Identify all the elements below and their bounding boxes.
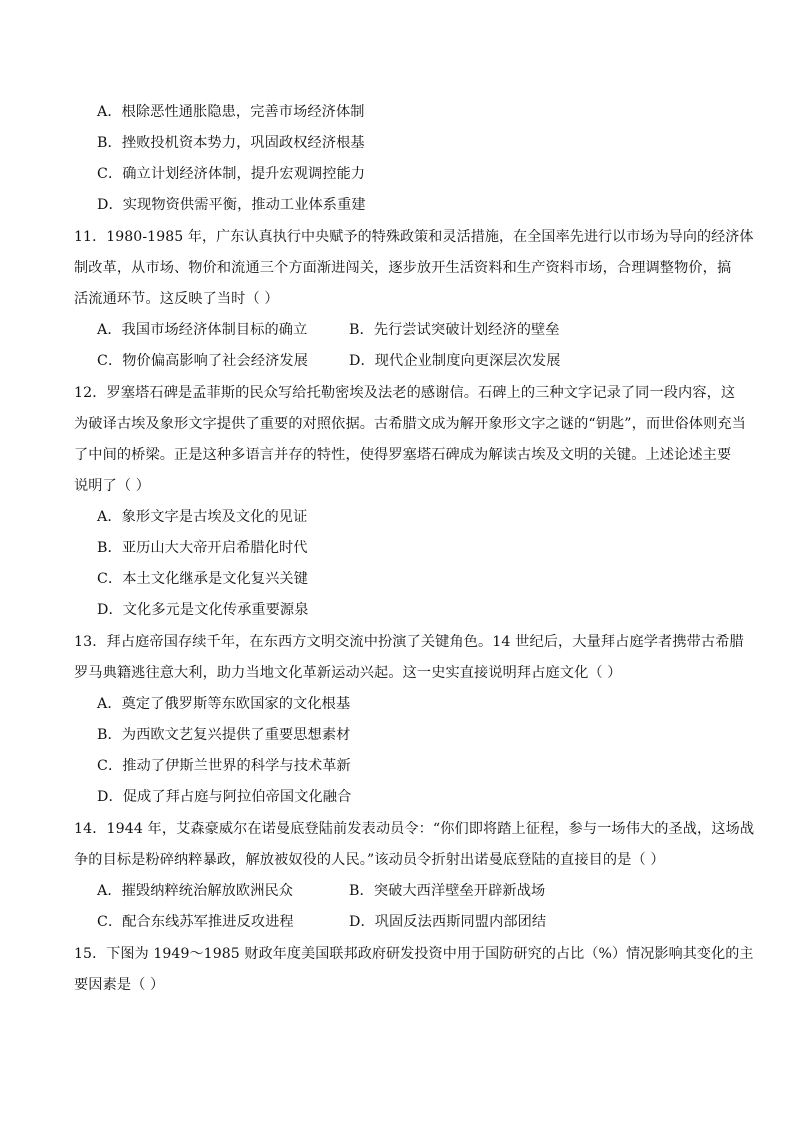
q14-option-c: C．配合东线苏军推进反攻进程 — [97, 914, 294, 930]
option-c: C．确立计划经济体制，提升宏观调控能力 — [97, 166, 366, 182]
q12-option-a: A．象形文字是古埃及文化的见证 — [97, 509, 308, 525]
q11-option-d: D．现代企业制度向更深层次发展 — [349, 353, 561, 369]
q12-option-b: B．亚历山大大帝开启希腊化时代 — [97, 540, 308, 556]
q12-stem-line-2: 为破译古埃及象形文字提供了重要的对照依据。古希腊文成为解开象形文字之谜的“钥匙”，而世俗体则充当 — [74, 416, 746, 432]
q14-option-b: B．突破大西洋壁垒开辟新战场 — [349, 883, 546, 899]
q11-option-b: B．先行尝试突破计划经济的壁垒 — [349, 322, 560, 338]
q12-option-c: C．本土文化继承是文化复兴关键 — [97, 571, 308, 587]
option-b: B．挫败投机资本势力，巩固政权经济根基 — [97, 135, 365, 151]
q13-stem-line-2: 罗马典籍逃往意大利，助力当地文化革新运动兴起。这一史实直接说明拜占庭文化（ ） — [74, 665, 622, 681]
q12-option-d: D．文化多元是文化传承重要源泉 — [97, 602, 309, 618]
q12-stem-line-1: 12．罗塞塔石碑是孟菲斯的民众写给托勒密埃及法老的感谢信。石碑上的三种文字记录了同一段内容，这 — [74, 385, 736, 401]
q13-stem-line-1: 13．拜占庭帝国存续千年，在东西方文明交流中扮演了关键角色。14 世纪后，大量拜占庭学者携带古希腊 — [74, 634, 744, 650]
q14-stem-line-1: 14．1944 年，艾森豪威尔在诺曼底登陆前发表动员令：“你们即将踏上征程，参与一场伟大的圣战，这场战 — [74, 821, 755, 837]
q13-option-c: C．推动了伊斯兰世界的科学与技术革新 — [97, 758, 351, 774]
q13-option-d: D．促成了拜占庭与阿拉伯帝国文化融合 — [97, 789, 352, 805]
q11-stem-line-3: 活流通环节。这反映了当时（ ） — [74, 291, 279, 307]
q11-stem-line-1: 11．1980-1985 年，广东认真执行中央赋予的特殊政策和灵活措施，在全国率先进行以市场为导向的经济体 — [74, 229, 754, 245]
option-a: A．根除恶性通胀隐患，完善市场经济体制 — [97, 104, 365, 120]
q14-option-d: D．巩固反法西斯同盟内部团结 — [349, 914, 547, 930]
q15-stem-line-2: 要因素是（ ） — [74, 977, 165, 993]
q11-option-c: C．物价偏高影响了社会经济发展 — [97, 353, 308, 369]
q14-option-a: A．摧毁纳粹统治解放欧洲民众 — [97, 883, 294, 899]
q11-stem-line-2: 制改革，从市场、物价和流通三个方面渐进闯关，逐步放开生活资料和生产资料市场，合理调整物价，搞 — [74, 260, 732, 276]
q14-stem-line-2: 争的目标是粉碎纳粹暴政，解放被奴役的人民。”该动员令折射出诺曼底登陆的直接目的是（ ） — [74, 852, 665, 868]
q12-stem-line-4: 说明了（ ） — [74, 478, 151, 494]
q13-option-a: A．奠定了俄罗斯等东欧国家的文化根基 — [97, 696, 351, 712]
option-d: D．实现物资供需平衡，推动工业体系重建 — [97, 197, 366, 213]
q13-option-b: B．为西欧文艺复兴提供了重要思想素材 — [97, 727, 351, 743]
q12-stem-line-3: 了中间的桥梁。正是这种多语言并存的特性，使得罗塞塔石碑成为解读古埃及文明的关键。上述论述主要 — [74, 447, 732, 463]
q15-stem-line-1: 15．下图为 1949～1985 财政年度美国联邦政府研发投资中用于国防研究的占比（%）情况影响其变化的主 — [74, 946, 754, 962]
q11-option-a: A．我国市场经济体制目标的确立 — [97, 322, 308, 338]
